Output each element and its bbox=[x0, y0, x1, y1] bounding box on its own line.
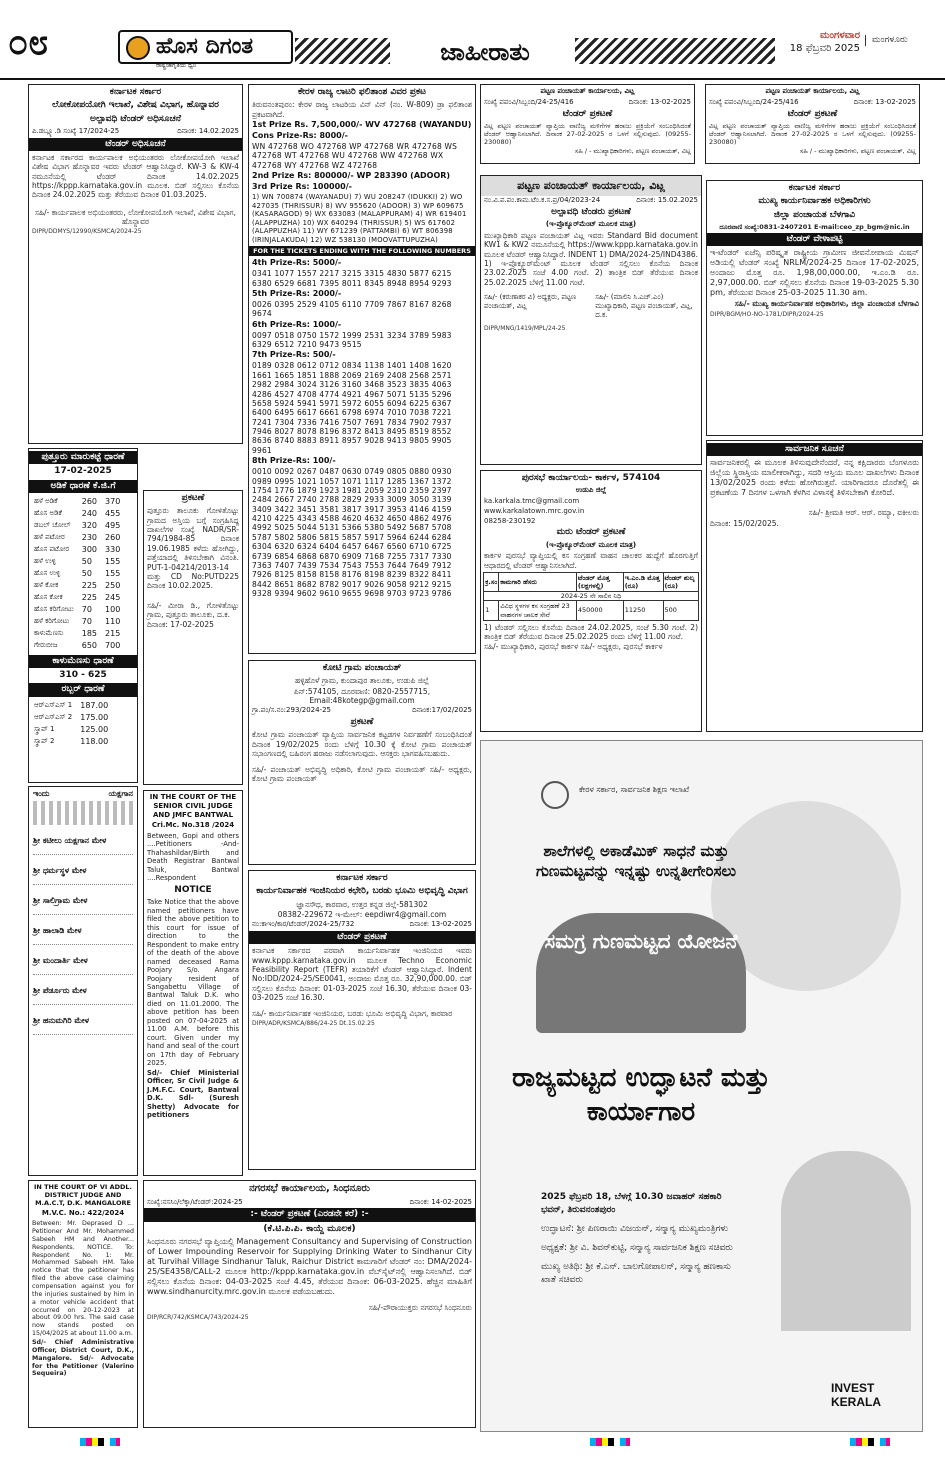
notice-sign: ಸಹಿ / - ಮುಖ್ಯಾಧಿಕಾರಿಗಳು, ಪಟ್ಟಣ ಪಂಚಾಯತ್, ವಿಟ್ಲ bbox=[799, 147, 916, 156]
notice-heading: NOTICE bbox=[174, 884, 212, 895]
rate-item: ಹೊಸ ಪಟೋರ bbox=[34, 545, 70, 554]
year-cell: 2024-25 ನೇ ಸಾಲಿನ ನಿಧಿ bbox=[484, 592, 699, 601]
eighth-prize: 8th Prize-Rs: 100/- bbox=[252, 456, 336, 466]
office-name: ಕಾರ್ಯನಿರ್ವಾಹಕ ಇಂಜಿನಿಯರ ಕಛೇರಿ, ಬರಡು ಭೂಮಿ ಅಭಿವೃದ್ಧಿ ವಿಭಾಗ bbox=[256, 886, 468, 897]
rate-min: 300 bbox=[81, 544, 98, 554]
notice-dates: 1) ಟೆಂಡರ್ ಸಲ್ಲಿಸಲು ಕೊನೆಯ ದಿನಾಂಕ 24.02.2025, ಸಂಜೆ 5.30 ಗಂಟೆ. 2) ತಾಂತ್ರಿಕ ಬಿಡ್ ತೆರೆಯುವ ದಿನಾಂಕ 25.02.2025 ರಂದು ಬೆಳಿಗ್ಗೆ 11.00 ಗಂಟೆ. bbox=[484, 622, 698, 641]
rate-item: ಡಬಲ್ ಚೋಲ್ bbox=[34, 521, 71, 530]
table-header-cell: ಇ.ಎಂ.ಡಿ ಮೊತ್ತ (ರೂ) bbox=[623, 573, 663, 592]
notice-sign: ಸಹಿ/- ಮುಖ್ಯ ಕಾರ್ಯನಿರ್ವಾಹಕ ಅಧಿಕಾರಿಗಳು, ಜಿಲ್ಲಾ ಪಂಚಾಯತ ಬೆಳಗಾವಿ bbox=[734, 299, 919, 309]
fifth-prize: 5th Prize-Rs: 2000/- bbox=[252, 288, 342, 298]
yakshagana-listing bbox=[28, 786, 138, 1176]
table-row bbox=[31, 497, 123, 507]
event-inaugurator: ಉದ್ಘಾಟನೆ: ಶ್ರೀ ಪಿಣರಾಯಿ ವಿಜಯನ್, ಸನ್ಮಾನ್ಯ ಮುಖ್ಯಮಂತ್ರಿಗಳು bbox=[541, 1224, 729, 1234]
cocoa-label: ಕಾಳುಮೆಣಸು ಧಾರಣೆ bbox=[29, 655, 137, 668]
table-cell: 450000 bbox=[576, 601, 623, 620]
listing-items bbox=[29, 828, 137, 1035]
cocoa-value: 310 - 625 bbox=[59, 670, 107, 680]
notice-date: ದಿನಾಂಕ: 17-02-2025 bbox=[147, 620, 214, 630]
paper-tagline: ರಾಷ್ಟ್ರಜಾಗೃತಿಯ ಧ್ವನಿ bbox=[156, 62, 197, 69]
rate-item: ಹೊಸ ಅಡಿಕೆ bbox=[34, 509, 62, 518]
office-name: ಪಟ್ಟಣ ಪಂಚಾಯತ್ ಕಾರ್ಯಾಲಯ, ವಿಟ್ಲ bbox=[765, 87, 860, 95]
notice-date: ದಿನಾಂಕ: 13-02-2025 bbox=[628, 97, 691, 106]
office-phone: 08258-230192 bbox=[484, 516, 536, 525]
rate-item: ಕಾಳುಮೆಣಸು bbox=[34, 629, 64, 638]
rate-min: 70 bbox=[81, 604, 92, 614]
notice-title: ಅಲ್ಪಾವಧಿ ಟೆಂಡರು ಪ್ರಕಟಣೆ bbox=[551, 206, 631, 217]
page-number: ೦೮ bbox=[8, 22, 49, 63]
rate-max: 250 bbox=[105, 580, 121, 590]
table-row bbox=[484, 592, 699, 601]
rubber-price: 125.00 bbox=[80, 724, 109, 734]
edition-name: ಮಂಗಳೂರು bbox=[865, 35, 908, 46]
wasteland-division-tender bbox=[248, 870, 476, 1170]
decorative-stripe bbox=[295, 38, 390, 64]
rate-max: 100 bbox=[105, 604, 121, 614]
rate-max: 155 bbox=[105, 568, 121, 578]
list-item: ಶ್ರೀ ಹಾಲಾಡಿ ಮೇಳ bbox=[33, 918, 133, 945]
office-web: www.karkalatown.mrc.gov.in bbox=[484, 506, 585, 515]
rates-table bbox=[29, 495, 125, 653]
notice-ref: ಗ್ರಾ.ಪಂ/ಸ.ನಂ:293/2024-25 bbox=[252, 706, 331, 715]
office-email: ka.karkala.tmc@gmail.com bbox=[484, 497, 580, 505]
event-info bbox=[541, 1191, 741, 1287]
rate-min: 260 bbox=[81, 496, 98, 506]
rate-max: 110 bbox=[105, 616, 121, 626]
sixth-prize: 6th Prize-Rs: 1000/- bbox=[252, 319, 342, 329]
table-header-cell: ಟೆಂಡರ್ ಮೊತ್ತ (ಲಕ್ಷಗಳಲ್ಲಿ) bbox=[576, 573, 623, 592]
color-registration-mark bbox=[850, 1438, 890, 1446]
court-sign: Sd/- Chief Administrative Officer, District Court, D.K., Mangalore. Sd/- Advocate for the Petitioner (Valerino Sequeira) bbox=[32, 1339, 134, 1378]
gov-label: ಕರ್ನಾಟಕ ಸರ್ಕಾರ bbox=[336, 873, 388, 883]
table-row bbox=[31, 701, 111, 711]
eighth-numbers: 0010 0092 0267 0487 0630 0749 0805 0880 0930 0989 0995 1021 1057 1071 1117 1285 1367 1372 1754 1776 1879 1923 1981 2059 2310 2359 2397 2484 2667 2740 2788 2829 2933 3009 3050 3139 3409 3422 3451 3581 3817 3917 3953 4146 4159 4210 4225 4343 4588 4620 4632 4650 4862 4976 4992 5025 5044 5131 5366 5380 5492 5687 5708 5787 5802 5806 5815 5857 5917 5964 6244 6284 6304 6320 6324 6404 6457 6467 6560 6710 6725 6739 6854 6868 6870 6909 7168 7255 7317 7330 7363 7407 7439 7534 7543 7553 7644 7649 7912 7926 8125 8158 8158 8176 8198 8239 8322 8411 8442 8651 8682 8782 9017 9026 9058 9212 9215 9328 9394 9602 9610 9655 9698 9703 9723 9786 bbox=[252, 467, 452, 599]
belagavi-tender-schedule bbox=[706, 180, 923, 436]
list-item: ಶ್ರೀ ಮಂದಾರ್ತಿ ಮೇಳ bbox=[33, 948, 133, 975]
third-numbers: 1) WN 700874 (WAYANADU) 7) WU 208247 (IDUKKI) 2) WO 427035 (THRISSUR) 8) WV 955620 (ADOOR) 3) WP 609675 (KASARAGOD) 9) WX 633083 (MALAPPURAM) 4) WR 619401 (ALAPPUZHA) 10) WX 640294 (THRISSUR) 5) WS 617602 (ALAPPUZHA) 11) WY 671239 (PATTAMBI) 6) WT 806398 (IRINJALAKUDA) 12) WZ 538130 (MOOVATTUPUZHA) bbox=[252, 193, 467, 244]
rubber-grade: ಸ್ಕ್ರಾಪ್ 1 bbox=[34, 725, 55, 734]
notice-title: ಲೋಕೋಪಯೋಗಿ ಇಲಾಖೆ, ವಿಶೇಷ ವಿಭಾಗ, ಹೊನ್ನಾವರ bbox=[52, 100, 219, 111]
office-address: ಹಳ್ಳಿಹೊಳೆ ಗ್ರಾಮ, ಕುಂದಾಪುರ ತಾಲೂಕು, ಉಡುಪಿ ಜಿಲ್ಲೆ bbox=[295, 676, 429, 686]
rate-min: 650 bbox=[81, 640, 98, 650]
table-header-row bbox=[484, 573, 699, 592]
rate-min: 225 bbox=[81, 580, 98, 590]
table-row bbox=[31, 509, 123, 519]
table-header-cell: ಕ್ರ.ಸಂ bbox=[484, 573, 499, 592]
table-cell: 1 bbox=[484, 601, 499, 620]
event-title: ರಾಜ್ಯಮಟ್ಟದ ಉದ್ಘಾಟನೆ ಮತ್ತು ಕಾರ್ಯಾಗಾರ bbox=[512, 1063, 770, 1127]
court-sign: Sd/- Chief Ministerial Officer, Sr Civil Judge & J.M.F.C. Court, Bantwal D.K. Sdl- (Suresh Shetty) Advocate for petitioners bbox=[147, 1068, 239, 1120]
issue-date bbox=[780, 30, 860, 55]
vittal-short-tender bbox=[480, 175, 702, 465]
notice-body: ಕರ್ನಾಟಕ ಸರ್ಕಾರದ ಪರವಾಗಿ ಕಾರ್ಯನಿರ್ವಾಹಕ ಇಂಜಿನಿಯರ ಇವರು www.kppp.karnataka.gov.in ಮೂಲಕ Techno Economic Feasibility Report (TEFR) ತಯಾರಿಕೆಗೆ ಟೆಂಡರ್ ಆಹ್ವಾನಿಸಿದ್ದಾರೆ. Indent No:IDD/2024-25/SE0041, ಅಂದಾಜು ಮೊತ್ತ ರೂ. 32,90,000.00. ಬಿಡ್ ಸಲ್ಲಿಸಲು ಕೊನೆಯ ದಿನಾಂಕ: 01-03-2025 ಸಂಜೆ 16.30, ತೆರೆಯುವ ದಿನಾಂಕ 03-03-2025 ಸಂಜೆ 16.30. bbox=[252, 946, 472, 1003]
issue-day: ಮಂಗಳವಾರ bbox=[819, 30, 860, 41]
sign-officer: ಸಹಿ/- (ಮಾಲಿನಿ ಸಿ.ಎಚ್.ಎಂ) ಮುಖ್ಯಾಧಿಕಾರಿ, ಪಟ್ಟಣ ಪಂಚಾಯತ್, ವಿಟ್ಲ, ದ.ಕ. bbox=[595, 293, 693, 319]
chief-minister-photo bbox=[781, 1151, 911, 1331]
third-prize: 3rd Prize Rs: 100000/- bbox=[252, 182, 352, 192]
rate-item: ಹಳೆ ಪಟೋರ bbox=[34, 533, 65, 542]
seventh-prize: 7th Prize-Rs: 500/- bbox=[252, 350, 336, 360]
office-district: ಜಿಲ್ಲಾ ಪಂಚಾಯತ ಬೆಳಗಾವಿ bbox=[773, 209, 856, 220]
notice-title: ಪ್ರಕಟಣೆ bbox=[181, 493, 205, 503]
koti-panchayat-notice bbox=[248, 660, 476, 865]
notice-sign: ಸಹಿ/- ಪಂಚಾಯತ್ ಅಭಿವೃದ್ಧಿ ಅಧಿಕಾರಿ, ಕೋಟಿ ಗ್ರಾಮ ಪಂಚಾಯತ್ ಸಹಿ/- ಅಧ್ಯಕ್ಷರು, ಕೋಟಿ ಗ್ರಾಮ ಪಂಚಾಯತ್ bbox=[252, 764, 472, 783]
color-registration-mark bbox=[80, 1438, 120, 1446]
court-body: Take Notice that the above named petitioners have filed the above petition to this court for issue of direction to the Respondent to make entry of the death of the above named deceased Rama Poojary S/o. Angara Poojary resident of Sangabettu Village of Bantwal Taluk D.K. who died on 11.01.2000. The above petition has been posted on 07-04-2025 at 11.00 A.M. before this court. Given under my hand and seal of the court on 17th day of February 2025. bbox=[147, 898, 239, 1068]
notice-ref: ಸಂಖ್ಯೆ:ನಸಸಿಂ/ಲೆಕ್ಕಾ/ಟೆಂಡರ್:2024-25 bbox=[147, 1197, 243, 1206]
office-name: ಪಟ್ಟಣ ಪಂಚಾಯತ್ ಕಾರ್ಯಾಲಯ, ವಿಟ್ಲ bbox=[540, 87, 635, 95]
notice-title: ಮರು ಟೆಂಡರ್ ಪ್ರಕಟಣೆ bbox=[556, 527, 626, 538]
notice-body: ಸಾರ್ವಜನಿಕರಲ್ಲಿ ಈ ಮೂಲಕ ತಿಳಿಸುವುದೇನೆಂದರೆ, ನನ್ನ ಕಕ್ಷಿದಾರರು ಬೆಂಗಳೂರು ಜಿಲ್ಲೆಯ ಸ್ಥಿರಾಸ್ತಿಯ ಮಾಲೀಕರಾಗಿದ್ದು, ಸದರಿ ಆಸ್ತಿಯ ಮೂಲ ದಾಖಲೆಗಳು ದಿನಾಂಕ 13/02/2025 ರಂದು ಕಳೆದು ಹೋಗಿರುತ್ತವೆ. ಯಾರಿಗಾದರೂ ದೊರೆತಲ್ಲಿ ಈ ಪ್ರಕಟಣೆಯ 7 ದಿನಗಳ ಒಳಗಾಗಿ ಕೆಳಗಿನ ವಿಳಾಸಕ್ಕೆ ತಿಳಿಸಬೇಕಾಗಿ ಕೋರಿದೆ. bbox=[710, 458, 919, 498]
table-row bbox=[484, 601, 699, 620]
listing-day: ಇಂದು bbox=[33, 789, 50, 798]
notice-body: ಇ-ಟೆಂಡರ್ ಏಜೆನ್ಸಿ ಪರಿಷ್ಕೃತ ರಾಷ್ಟ್ರೀಯ ಗ್ರಾಮೀಣ ಜೀವನೋಪಾಯ ಮಿಷನ್ ಅಡಿಯಲ್ಲಿ ಟೆಂಡರ್ ಸಂಖ್ಯೆ NRLM/2024-25 ದಿನಾಂಕ 17-02-2025, ಅಂದಾಜು ಮೊತ್ತ ರೂ. 1,98,00,000.00, ಇ.ಎಂ.ಡಿ ರೂ. 2,97,000.00. ಬಿಡ್ ಸಲ್ಲಿಸಲು ಕೊನೆಯ ದಿನಾಂಕ 19-03-2025 5.30 pm, ತೆರೆಯುವ ದಿನಾಂಕ 25-03-2025 11.30 am. bbox=[710, 248, 919, 298]
dipr-code: DIPR/MNG/1419/MPL/24-25 bbox=[484, 325, 566, 333]
gov-label: ಕರ್ನಾಟಕ ಸರ್ಕಾರ bbox=[109, 87, 162, 97]
table-row bbox=[31, 545, 123, 555]
notice-bar: ಟೆಂಡರ್ ವೇಳಾಪಟ್ಟಿ bbox=[707, 233, 922, 246]
paper-name: ಹೊಸ ದಿಗಂತ bbox=[156, 34, 254, 59]
notice-body: ವಿಟ್ಲ ಪಟ್ಟಣ ಪಂಚಾಯತ್ ವ್ಯಾಪ್ತಿಯ ವಾಣಿಜ್ಯ ಮಳಿಗೆಗಳ ಹರಾಜು ಪ್ರಕ್ರಿಯೆಗೆ ಸಂಬಂಧಿಸಿದಂತೆ ಟೆಂಡರ್ ಆಹ್ವಾನಿಸಲಾಗಿದೆ. ದಿನಾಂಕ 27-02-2025 ರ ಒಳಗೆ ಸಲ್ಲಿಸುವುದು. (09255-230080) bbox=[709, 121, 916, 146]
sindhanur-tender bbox=[143, 1180, 476, 1428]
rubber-grade: ಸ್ಕ್ರಾಪ್ 2 bbox=[34, 737, 55, 746]
table-cell: 500 bbox=[663, 601, 698, 620]
notice-body: ಪುತ್ತೂರು ತಾಲೂಕು ಗೋಳಿತೊಟ್ಟು ಗ್ರಾಮದ ಅಸ್ತಿಯ ಬಗ್ಗೆ ಸಂಗ್ರಹಿಸಿದ್ದ ದಾಖಲೆಗಳ ಸಂಖ್ಯೆ NADR/SR-794/1984-85 ದಿನಾಂಕ 19.06.1985 ಕಳೆದು ಹೋಗಿದ್ದು, ಪತ್ತೆಯಾದಲ್ಲಿ ತಿಳಿಸಬೇಕಾಗಿ ವಿನಂತಿ. PUT-1-04214/2013-14 ಮತ್ತು CD No:PUTD225 ದಿನಾಂಕ 10.02.2025. bbox=[147, 506, 239, 591]
notice-sign: ಸಹಿ/-ಪೌರಾಯುಕ್ತರು ನಗರಸಭೆ ಸಿಂಧನೂರು bbox=[368, 1302, 472, 1312]
rubber-grade: ಆರ್‌ಎಸ್ಎಸ್ 1 bbox=[34, 701, 73, 710]
issue-date-text: 18 ಫೆಬ್ರವರಿ 2025 bbox=[789, 42, 860, 54]
rate-item: ಹೊಸ ಉಳ್ಳಿ bbox=[34, 569, 61, 578]
notice-subtitle: (ಇ-ಪ್ರೊಕ್ಯೂರ್‌ಮೆಂಟ್ ಮೂಲಕ ಮಾತ್ರ) bbox=[545, 220, 637, 228]
rate-min: 50 bbox=[81, 568, 92, 578]
notice-date: ದಿನಾಂಕ: 14-02-2025 bbox=[409, 1197, 472, 1206]
section-title: ಜಾಹೀರಾತು bbox=[440, 38, 530, 66]
table-row bbox=[31, 533, 123, 543]
table-row bbox=[31, 605, 123, 615]
table-cell: ವಿವಿಧ ಸ್ಥಳಗಳ ಕಸ ಸಂಗ್ರಹಣೆ 23 ವಾಹನಗಳ ಚಾಲಕ ಸೇವೆ bbox=[499, 601, 577, 620]
rubber-price: 187.00 bbox=[80, 700, 109, 710]
kerala-education-ad bbox=[480, 740, 923, 1432]
kerala-emblem-icon bbox=[541, 781, 569, 809]
newspaper-logo bbox=[118, 30, 293, 69]
office-contact: ದೂರವಾಣಿ ಸಂಖ್ಯೆ:0831-2407201 E-mail:ceo_zp_bgm@nic.in bbox=[719, 222, 910, 231]
fourth-prize: 4th Prize-Rs: 5000/- bbox=[252, 258, 342, 268]
table-row bbox=[31, 581, 123, 591]
rate-min: 230 bbox=[81, 532, 98, 542]
office-district: ಉಡುಪಿ ಜಿಲ್ಲೆ bbox=[575, 486, 607, 495]
gov-label: ಕರ್ನಾಟಕ ಸರ್ಕಾರ bbox=[788, 183, 841, 193]
notice-ref: ನಂ:ಕಾಇಂ/ಕಾರ/ಟೆಂಡರ್/2024-25/732 bbox=[252, 920, 355, 929]
notice-body: ವಿಟ್ಲ ಪಟ್ಟಣ ಪಂಚಾಯತ್ ವ್ಯಾಪ್ತಿಯ ವಾಣಿಜ್ಯ ಮಳಿಗೆಗಳ ಹರಾಜು ಪ್ರಕ್ರಿಯೆಗೆ ಸಂಬಂಧಿಸಿದಂತೆ ಟೆಂಡರ್ ಆಹ್ವಾನಿಸಲಾಗಿದೆ. ದಿನಾಂಕ 27-02-2025 ರ ಒಳಗೆ ಸಲ್ಲಿಸುವುದು. (09255-230080) bbox=[484, 121, 691, 146]
public-notice bbox=[706, 440, 923, 732]
ad-headline: ಶಾಲೆಗಳಲ್ಲಿ ಅಕಾಡೆಮಿಕ್ ಸಾಧನೆ ಮತ್ತು ಗುಣಮಟ್ಟವನ್ನು ಇನ್ನಷ್ಟು ಉನ್ನತೀಗೇರಿಸಲು bbox=[536, 842, 736, 880]
rate-max: 370 bbox=[105, 496, 121, 506]
notice-bar: ಟೆಂಡರ್ ಪ್ರಕಟಣೆ bbox=[249, 931, 475, 944]
rate-min: 240 bbox=[81, 508, 98, 518]
rate-item: ಹೊಸ ಕರಿಗೋಟು bbox=[34, 605, 74, 614]
rate-max: 215 bbox=[105, 628, 121, 638]
notice-title: ಪ್ರಕಟಣೆ bbox=[350, 717, 374, 728]
rate-max: 155 bbox=[105, 556, 121, 566]
rate-min: 70 bbox=[81, 616, 92, 626]
office-name: ಮುಖ್ಯ ಕಾರ್ಯನಿರ್ವಾಹಕ ಅಧಿಕಾರಿಗಳು bbox=[758, 196, 871, 207]
notice-date: ದಿನಾಂಕ:17/02/2025 bbox=[412, 706, 472, 715]
rate-max: 245 bbox=[105, 592, 121, 602]
list-item: ಶ್ರೀ ಸಾಲಿಗ್ರಾಮ ಮೇಳ bbox=[33, 888, 133, 915]
notice-subtitle: ಅಲ್ಪಾವಧಿ ಟೆಂಡರ್ ಅಧಿಸೂಚನೆ bbox=[90, 113, 181, 124]
notice-body: ಸಿಂಧನೂರು ನಗರಸಭೆ ವ್ಯಾಪ್ತಿಯಲ್ಲಿ Management Consultancy and Supervising of Construction of Lower Impounding Reservoir for Supplying Drinking Water to Sindhanur City at Turvihal Village Sindhanur Taluk, Raichur District ಕಾಮಗಾರಿಗೆ ಟೆಂಡರ್ ನಂ: DMA/2024-25/SE4358/CALL-2 ಮೂಲಕ http://kppp.karnataka.gov.in ವೆಬ್‌ಸೈಟ್‌ನಲ್ಲಿ ಆಹ್ವಾನಿಸಲಾಗಿದೆ. ಬಿಡ್ ಸಲ್ಲಿಸಲು ಕೊನೆಯ ದಿನಾಂಕ: 04-03-2025 ಸಂಜೆ 4.45, ತೆರೆಯುವ ದಿನಾಂಕ: 06-03-2025. ಹೆಚ್ಚಿನ ಮಾಹಿತಿಗೆ www.sindhanurcity.mrc.gov.in ಮೂಲಕ ಪಡೆಯಬಹುದು. bbox=[147, 1236, 472, 1296]
lottery-title: ಕೇರಳ ರಾಜ್ಯ ಲಾಟರಿ ಫಲಿತಾಂಶ ವಿವರ ಪ್ರಕಟ bbox=[298, 87, 426, 97]
rate-max: 260 bbox=[105, 532, 121, 542]
notice-bar: ಸಾರ್ವಜನಿಕ ಸೂಚನೆ bbox=[707, 443, 922, 456]
notice-sign: ಸಹಿ/- ಶ್ರೀಮತಿ ಆರ್. ಆರ್. ರಮ್ಯಾ, ವಕೀಲರು bbox=[808, 508, 919, 518]
dancer-icon bbox=[33, 801, 133, 825]
lottery-intro: ತಿರುವನಂತಪುರಂ: ಕೇರಳ ರಾಜ್ಯ ಲಾಟರಿಯ ವಿನ್ ವಿನ್ (ನಂ. W-809) ಡ್ರಾ ಫಲಿತಾಂಶ ಪ್ರಕಟವಾಗಿದೆ. bbox=[252, 100, 472, 119]
office-name: ನಗರಸಭೆ ಕಾರ್ಯಾಲಯ, ಸಿಂಧನೂರು bbox=[249, 1183, 370, 1194]
rate-min: 50 bbox=[81, 556, 92, 566]
notice-title: ಟೆಂಡರ್ ಪ್ರಕಟಣೆ bbox=[787, 108, 838, 119]
table-header-cell: ಕಾಮಗಾರಿ ಹೆಸರು bbox=[499, 573, 577, 592]
notice-date: ದಿನಾಂಕ: 15/02/2025. bbox=[710, 518, 779, 528]
color-registration-mark bbox=[590, 1438, 630, 1446]
notice-ref: ನಂ.ವಿ.ಪ.ಪಂ.ಕಾಮ.ಟೆಂ.ಕ.ಸ.ಪ್ರ/04/2023-24 bbox=[484, 196, 601, 204]
karkala-retender bbox=[480, 470, 702, 732]
notice-ref: ಸಂಖ್ಯೆ ಪಪಂವಿ/ಸಿಬ್ಬಂದಿ/24-25/416 bbox=[484, 97, 574, 106]
fourth-numbers: 0341 1077 1557 2217 3215 3315 4830 5877 6215 6380 6529 6681 7395 8011 8345 8948 8954 9293 bbox=[252, 269, 452, 288]
vittal-tender-notice-copy bbox=[705, 84, 920, 164]
rate-min: 225 bbox=[81, 592, 98, 602]
table-cell: 11250 bbox=[623, 601, 663, 620]
second-prize: 2nd Prize Rs: 800000/- WP 283390 (ADOOR) bbox=[252, 171, 451, 181]
table-row bbox=[31, 737, 111, 747]
pwd-tender-notice bbox=[28, 84, 243, 444]
rate-max: 455 bbox=[105, 508, 121, 518]
rubber-grade: ಆರ್‌ಎಸ್ಎಸ್ 2 bbox=[34, 713, 73, 722]
header-rule bbox=[0, 78, 945, 80]
notice-sign: ಸಹಿ/- ಕಾರ್ಯನಿರ್ವಾಹಕ ಇಂಜಿನಿಯರ, ಬರಡು ಭೂಮಿ ಅಭಿವೃದ್ಧಿ ವಿಭಾಗ, ಕಾರವಾರ bbox=[252, 1008, 453, 1018]
list-item: ಶ್ರೀ ಕಟೀಲು ಯಕ್ಷಗಾನ ಮೇಳ bbox=[33, 828, 133, 855]
table-row bbox=[31, 569, 123, 579]
event-president: ಅಧ್ಯಕ್ಷತೆ: ಶ್ರೀ ವಿ. ಶಿವನ್‌ಕುಟ್ಟಿ, ಸನ್ಮಾನ್ಯ ಸಾರ್ವಜನಿಕ ಶಿಕ್ಷಣ ಸಚಿವರು bbox=[541, 1243, 733, 1253]
rate-max: 700 bbox=[105, 640, 121, 650]
court-title: IN THE COURT OF THE SENIOR CIVIL JUDGE AND JMFC BANTWAL bbox=[149, 793, 237, 819]
rubber-price: 175.00 bbox=[80, 712, 109, 722]
table-row bbox=[31, 593, 123, 603]
rate-item: ಹಳೆ ಅಡಿಕೆ bbox=[34, 497, 58, 506]
notice-ref: ಪಿ.ಡಬ್ಲ್ಯೂ.ಡಿ ಸಂಖ್ಯೆ 17/2024-25 bbox=[32, 126, 120, 135]
rubber-table bbox=[29, 699, 113, 749]
scheme-banner: ಸಮಗ್ರ ಗುಣಮಟ್ಟದ ಯೋಜನೆ bbox=[536, 913, 746, 1033]
rate-item: ಹೊಸ ಕೋಕ bbox=[34, 593, 63, 602]
notice-sign: ಸಹಿ/- ಮುಖ್ಯಾಧಿಕಾರಿ, ಪುರಸಭೆ ಕಾರ್ಕಳ ಸಹಿ/- ಅಧ್ಯಕ್ಷರು, ಪುರಸಭೆ ಕಾರ್ಕಳ bbox=[484, 642, 663, 652]
notice-title: ಟೆಂಡರ್ ಪ್ರಕಟಣೆ bbox=[562, 108, 613, 119]
rates-subtitle: ಅಡಿಕೆ ಧಾರಣೆ ಕೆ.ಜಿ.ಗೆ bbox=[29, 480, 137, 493]
table-row bbox=[31, 617, 123, 627]
office-name: ಕೋಟಿ ಗ್ರಾಮ ಪಂಚಾಯತ್ bbox=[322, 663, 402, 673]
market-rates bbox=[28, 448, 138, 783]
notice-sign: ಸಹಿ / - ಮುಖ್ಯಾಧಿಕಾರಿಗಳು, ಪಟ್ಟಣ ಪಂಚಾಯತ್, ವಿಟ್ಲ bbox=[574, 147, 691, 156]
notice-date: ದಿನಾಂಕ: 14.02.2025 bbox=[177, 126, 239, 135]
civil-court-notice bbox=[143, 790, 243, 1176]
table-row bbox=[31, 725, 111, 735]
notice-bar: ಟೆಂಡರ್ ಅಧಿಸೂಚನೆ bbox=[29, 138, 242, 151]
notice-date: ದಿನಾಂಕ: 13-02-2025 bbox=[409, 920, 472, 929]
court-title: IN THE COURT OF VI ADDL. DISTRICT JUDGE AND M.A.C.T, D.K. MANGALORE bbox=[33, 1183, 133, 1208]
notice-subtitle: (ಕೆ.ಟಿ.ಪಿ.ಪಿ. ಕಾಯ್ದೆ ಮೂಲಕ) bbox=[263, 1223, 356, 1234]
office-address: ಜ್ಞಾನಸೌಧ, ಕಾರವಾರ, ಉತ್ತರ ಕನ್ನಡ ಜಿಲ್ಲೆ-581302 bbox=[296, 899, 428, 909]
sixth-numbers: 0097 0518 0750 1572 1999 2531 3234 3789 5983 6329 6512 7210 9473 9515 bbox=[252, 330, 452, 350]
first-prize: 1st Prize Rs. 7,500,000/- WV 472768 (WAYANDU) bbox=[252, 120, 472, 129]
rate-item: ಗೇರುಬೀಜ bbox=[34, 641, 58, 650]
event-chief-guest: ಮುಖ್ಯ ಅತಿಥಿ: ಶ್ರೀ ಕೆ.ಎನ್. ಬಾಲಗೋಪಾಲನ್, ಸನ್ಮಾನ್ಯ ಹಣಕಾಸು ಖಾತೆ ಸಚಿವರು bbox=[541, 1262, 731, 1285]
vittal-tender-notice bbox=[480, 84, 695, 164]
notice-date: ದಿನಾಂಕ: 15.02.2025 bbox=[636, 196, 698, 204]
table-header-cell: ಟೆಂಡರ್ ಶುಲ್ಕ (ರೂ) bbox=[663, 573, 698, 592]
fifth-numbers: 0026 0395 2529 4105 6110 7709 7867 8167 8268 9674 bbox=[252, 299, 452, 319]
rates-title: ಪುತ್ತೂರು ಮಾರುಕಟ್ಟೆ ಧಾರಣೆ bbox=[29, 451, 137, 464]
event-datetime: 2025 ಫೆಬ್ರವರಿ 18, ಬೆಳಗ್ಗೆ 10.30 ಜವಾಹರ್ ಸಹಕಾರಿ ಭವನ್, ತಿರುವನಂತಪುರಂ bbox=[541, 1192, 722, 1215]
notice-ref: ಸಂಖ್ಯೆ ಪಪಂವಿ/ಸಿಬ್ಬಂದಿ/24-25/416 bbox=[709, 97, 799, 106]
table-row bbox=[31, 557, 123, 567]
rubber-price: 118.00 bbox=[80, 736, 109, 746]
decorative-stripe bbox=[575, 38, 775, 64]
rate-max: 330 bbox=[105, 544, 121, 554]
rates-date: 17-02-2025 bbox=[54, 466, 112, 477]
dipr-code: DIPR/ADR/KSMCA/886/24-25 Dt.15.02.25 bbox=[252, 1019, 375, 1027]
table-row bbox=[31, 641, 123, 651]
rate-item: ಹಳೆ ಕೋಕ bbox=[34, 581, 59, 590]
office-contact: 08382-229672 ಇ-ಮೇಲ್: eepdiwr4@gmail.com bbox=[277, 909, 447, 919]
rate-min: 320 bbox=[81, 520, 98, 530]
rate-min: 185 bbox=[81, 628, 98, 638]
notice-subtitle: (ಇ-ಪ್ರೊಕ್ಯೂರ್‌ಮೆಂಟ್ ಮೂಲಕ ಮಾತ್ರ) bbox=[545, 540, 637, 549]
table-row bbox=[31, 629, 123, 639]
dipr-code: DIPR/DDMYS/12990/KSMCA/2024-25 bbox=[32, 228, 142, 236]
tender-table bbox=[483, 572, 699, 621]
notice-body: ಕರ್ನಾಟಕ ಸರ್ಕಾರದ ಕಾರ್ಯಪಾಲಕ ಅಭಿಯಂತರರು ಲೋಕೋಪಯೋಗಿ ಇಲಾಖೆ ವಿಶೇಷ ವಿಭಾಗ ಹೊನ್ನಾವರ ಇವರು ಟೆಂಡರ್ ಆಹ್ವಾನಿಸಿದ್ದಾರೆ. KW-3 & KW-4 ನಮೂನೆಯಲ್ಲಿ ಟೆಂಡರ್ ದಿನಾಂಕ 14.02.2025 https://kppp.karnataka.gov.in ಮೂಲಕ. ಬಿಡ್ ಸಲ್ಲಿಸಲು ಕೊನೆಯ ದಿನಾಂಕ 24.02.2025 ಮತ್ತು ತೆರೆಯುವ ದಿನಾಂಕ 01.03.2025. bbox=[32, 152, 239, 200]
dipr-code: DIP/RCR/742/KSMCA/743/2024-25 bbox=[147, 1314, 249, 1322]
court-case: M.V.C. No.: 422/2024 bbox=[41, 1209, 125, 1218]
invest-kerala-logo: INVEST KERALA bbox=[831, 1381, 881, 1409]
court-body: Between: Mr. Deprased D ... Petitioner And Mr. Mohammed Sabeeh HM and Another... Respondents. NOTICE. To: Respondent No. 1: Mr. Mohammed Sabeeh HM. Take notice that the petitioner has filed the above case claiming compensation against you for the injuries sustained by him in a motor vehicle accident that occurred on 20-12-2023 at about 09.00 hrs. The said case now stands posted on 15/04/2025 at about 11.00 a.m. bbox=[32, 1220, 134, 1338]
notice-body: ಕೋಟಿ ಗ್ರಾಮ ಪಂಚಾಯತ್ ವ್ಯಾಪ್ತಿಯ ಸಾರ್ವಜನಿಕ ಕಟ್ಟಡಗಳ ನಿರ್ವಹಣೆಗೆ ಸಂಬಂಧಿಸಿದಂತೆ ದಿನಾಂಕ 19/02/2025 ರಂದು ಬೆಳಿಗ್ಗೆ 10.30 ಕ್ಕೆ ಕೋಟಿ ಗ್ರಾಮ ಪಂಚಾಯತ್ ಸಭಾಂಗಣದಲ್ಲಿ ಬಹಿರಂಗ ಹರಾಜು ನಡೆಸಲಾಗುವುದು. ಆಸಕ್ತರು ಭಾಗವಹಿಸಬಹುದು. bbox=[252, 730, 472, 759]
rate-item: ಹಳೆ ಕರಿಗೋಟು bbox=[34, 617, 70, 626]
list-item: ಶ್ರೀ ಹನುಮಗಿರಿ ಮೇಳ bbox=[33, 1008, 133, 1035]
table-row bbox=[31, 521, 123, 531]
kerala-lottery-results bbox=[248, 84, 476, 654]
office-contact: ಪಿನ್:574105, ದೂರವಾಣಿ: 0820-2557715, Email:48kotegp@gmail.com bbox=[293, 686, 431, 705]
notice-bar: :- ಟೆಂಡರ್ ಪ್ರಕಟಣೆ (ಎರಡನೇ ಕರೆ) :- bbox=[144, 1208, 475, 1221]
rubber-title: ರಬ್ಬರ್ ಧಾರಣೆ bbox=[29, 683, 137, 696]
notice-sign: ಸಹಿ/- ಮೀರಾ ಡಿ., ಗೋಳಿತೊಟ್ಟು ಗ್ರಾಮ, ಪುತ್ತೂರು ತಾಲೂಕು, ದ.ಕ. bbox=[147, 600, 239, 619]
masthead bbox=[0, 0, 945, 80]
cons-numbers: WN 472768 WO 472768 WP 472768 WR 472768 WS 472768 WT 472768 WU 472768 WW 472768 WX 472768 WY 472768 WZ 472768 bbox=[252, 142, 458, 170]
notice-date: ದಿನಾಂಕ: 13-02-2025 bbox=[853, 97, 916, 106]
court-case: Cri.Mc. No.318 /2024 bbox=[151, 821, 235, 830]
notice-body: ಕಾರ್ಕಳ ಪುರಸಭೆ ವ್ಯಾಪ್ತಿಯಲ್ಲಿ ಕಸ ಸಂಗ್ರಹಣೆ ವಾಹನ ಚಾಲಕರ ಹುದ್ದೆಗೆ ಹೊರಗುತ್ತಿಗೆ ಆಧಾರದಲ್ಲಿ ಟೆಂಡರ್ ಆಹ್ವಾನಿಸಲಾಗಿದೆ. bbox=[484, 551, 698, 570]
rate-item: ಹಳೆ ಉಳ್ಳಿ bbox=[34, 557, 56, 566]
office-name: ಪಟ್ಟಣ ಪಂಚಾಯತ್ ಕಾರ್ಯಾಲಯ, ವಿಟ್ಲ bbox=[481, 176, 701, 196]
mact-court-notice bbox=[28, 1180, 138, 1428]
sign-president: ಸಹಿ/- (ಕರುಣಾಕರ ವಿ) ಅಧ್ಯಕ್ಷರು, ಪಟ್ಟಣ ಪಂಚಾಯತ್, ವಿಟ್ಲ bbox=[484, 293, 577, 310]
list-item: ಶ್ರೀ ಪೆರ್ಡೂರು ಮೇಳ bbox=[33, 978, 133, 1005]
sun-icon bbox=[126, 36, 150, 60]
rate-max: 495 bbox=[105, 520, 121, 530]
office-name: ಪುರಸಭೆ ಕಾರ್ಯಾಲಯ- ಕಾರ್ಕಳ, 574104 bbox=[521, 473, 661, 483]
listing-title: ಯಕ್ಷಗಾನ bbox=[108, 789, 133, 798]
ad-organisation: ಕೇರಳ ಸರ್ಕಾರ, ಸಾರ್ವಜನಿಕ ಶಿಕ್ಷಣ ಇಲಾಖೆ bbox=[579, 785, 690, 794]
cons-prize: Cons Prize-Rs: 8000/- bbox=[252, 131, 348, 140]
lost-document-notice bbox=[143, 490, 243, 785]
court-parties: Between, Gopi and others ....Petitioners -And- Thahashildar/Birth and Death Registrar Bantwal Taluk, Bantwal ....Respondent bbox=[147, 832, 239, 883]
lottery-note: FOR THE TICKETS ENDING WITH THE FOLLOWING NUMBERS bbox=[249, 246, 475, 256]
dipr-code: DIPR/BGM/HO-NO-1781/DIPR/2024-25 bbox=[710, 310, 824, 318]
notice-body: ಮುಖ್ಯಾಧಿಕಾರಿ ಪಟ್ಟಣ ಪಂಚಾಯತ್ ವಿಟ್ಲ ಇವರು Standard Bid document KW1 & KW2 ನಮೂನೆಯಲ್ಲಿ https://www.kppp.karnataka.gov.in ಮೂಲಕ ಟೆಂಡರ್ ಆಹ್ವಾನಿಸಿದ್ದಾರೆ. INDENT 1) DMA/2024-25/IND4386. 1) ಇ-ಪ್ರೊಕ್ಯೂರ್‌ಮೆಂಟ್ ಮೂಲಕ ಟೆಂಡರ್ ಸಲ್ಲಿಸಲು ಕೊನೆಯ ದಿನಾಂಕ 23.02.2025 ಸಂಜೆ 4.00 ಗಂಟೆ. 2) ತಾಂತ್ರಿಕ ಬಿಡ್ ತೆರೆಯುವ ದಿನಾಂಕ 25.02.2025 ಬೆಳಿಗ್ಗೆ 11.00 ಗಂಟೆ. bbox=[484, 230, 698, 287]
list-item: ಶ್ರೀ ಧರ್ಮಸ್ಥಳ ಮೇಳ bbox=[33, 858, 133, 885]
seventh-numbers: 0189 0328 0612 0712 0834 1138 1401 1408 1620 1661 1665 1851 1888 2069 2169 2408 2568 2571 2982 2984 3024 3126 3160 3468 3523 3835 4063 4286 4527 4708 4774 4921 4967 5071 5135 5296 5658 5924 5941 5971 5972 6055 6094 6225 6367 6400 6495 6617 6661 6798 6974 7010 7038 7221 7241 7304 7336 7416 7507 7691 7834 7902 7937 7946 8027 8078 8196 8372 8413 8495 8519 8552 8636 8740 8883 8911 8957 9028 9413 9805 9905 9961 bbox=[252, 361, 452, 455]
table-row bbox=[31, 713, 111, 723]
notice-sign: ಸಹಿ/- ಕಾರ್ಯಪಾಲಕ ಅಭಿಯಂತರರು, ಲೋಕೋಪಯೋಗಿ ಇಲಾಖೆ, ವಿಶೇಷ ವಿಭಾಗ, ಹೊನ್ನಾವರ bbox=[34, 207, 236, 226]
